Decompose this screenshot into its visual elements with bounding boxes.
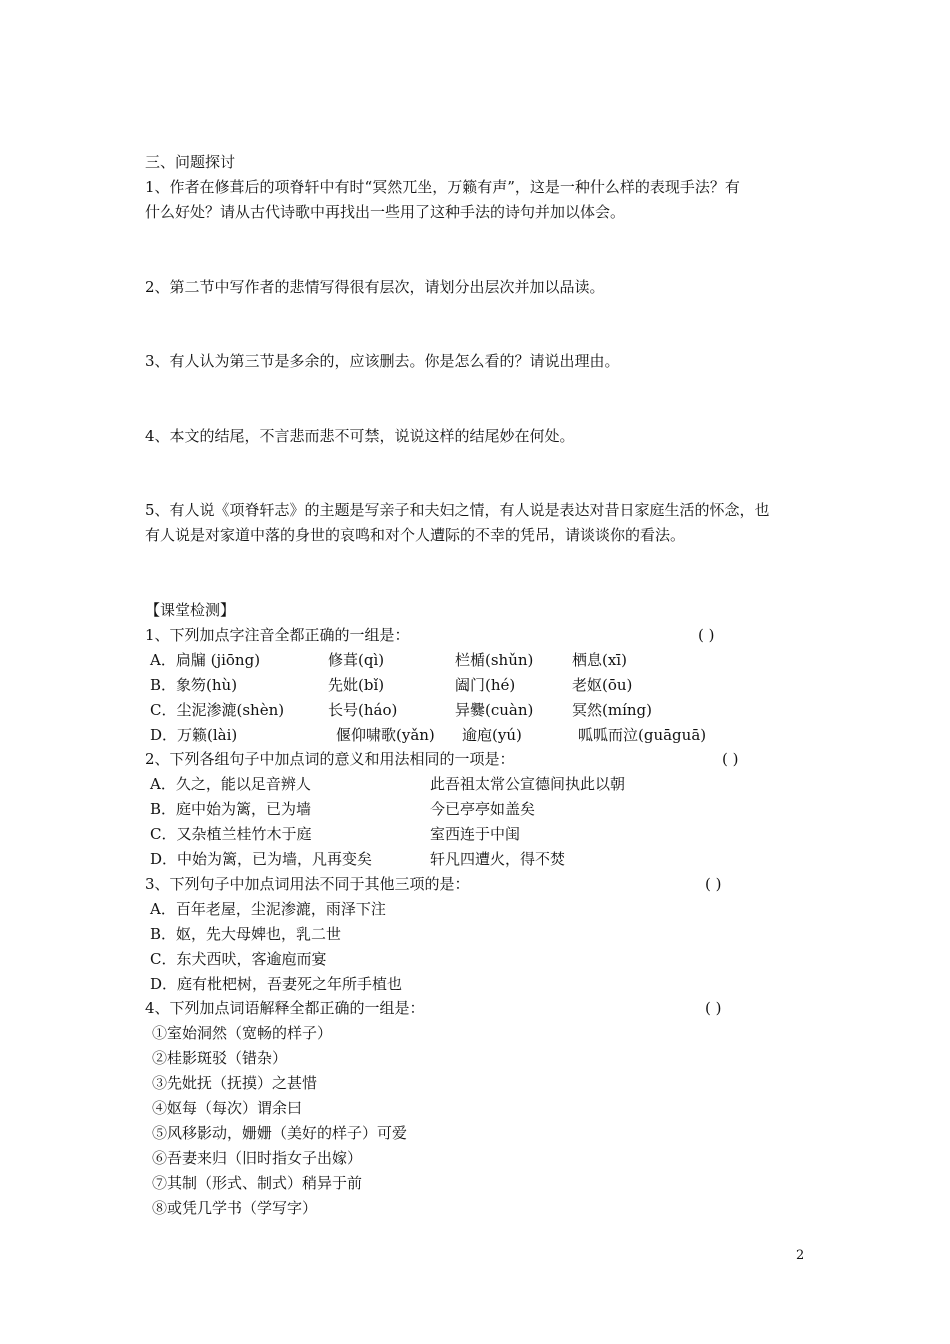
test-q4-item-6: ⑥吾妻来归（旧时指女子出嫁） bbox=[152, 1149, 363, 1167]
test-q2-option-b-1: B．庭中始为篱，已为墙 bbox=[150, 800, 312, 818]
test-q1-stem: 1、下列加点字注音全都正确的一组是： bbox=[145, 626, 410, 644]
test-q1-option-b-4: 老妪(ōu) bbox=[572, 676, 633, 694]
test-q2-option-c-1: C．又杂植兰桂竹木于庭 bbox=[150, 825, 312, 843]
test-q1-option-d-3: 逾庖(yú) bbox=[462, 726, 522, 744]
test-q1-option-b-2: 先妣(bǐ) bbox=[328, 676, 385, 694]
test-q1-option-a-2: 修葺(qì) bbox=[328, 651, 385, 669]
test-q1-option-a-1: A．扃牖 (jiōng) bbox=[150, 651, 261, 669]
test-q4-stem: 4、下列加点词语解释全都正确的一组是： bbox=[145, 999, 425, 1017]
test-q2-stem: 2、下列各组句子中加点词的意义和用法相同的一项是： bbox=[145, 750, 515, 768]
test-q1-option-c-4: 冥然(míng) bbox=[572, 701, 652, 719]
test-q1-option-d-1: D．万籁(lài) bbox=[150, 726, 238, 744]
test-q4-item-5: ⑤风移影动，姗姗（美好的样子）可爱 bbox=[152, 1124, 408, 1142]
test-q2-option-a-2: 此吾祖太常公宣德间执此以朝 bbox=[430, 775, 626, 793]
test-q3-option-d: D．庭有枇杷树，吾妻死之年所手植也 bbox=[150, 975, 403, 993]
test-q4-item-3: ③先妣抚（抚摸）之甚惜 bbox=[152, 1074, 318, 1092]
test-q1-option-a-3: 栏楯(shǔn) bbox=[455, 651, 534, 669]
test-q4-item-2: ②桂影斑驳（错杂） bbox=[152, 1049, 288, 1067]
test-q4-item-4: ④妪每（每次）谓余曰 bbox=[152, 1099, 303, 1117]
question-3: 3、有人认为第三节是多余的，应该删去。你是怎么看的？请说出理由。 bbox=[145, 352, 620, 370]
question-5-line-1: 5、有人说《项脊轩志》的主题是写亲子和夫妇之情，有人说是表达对昔日家庭生活的怀念，也 bbox=[145, 501, 770, 519]
page-number: 2 bbox=[796, 1248, 805, 1263]
test-q1-option-b-3: 阖门(hé) bbox=[455, 676, 516, 694]
test-q2-option-b-2: 今已亭亭如盖矣 bbox=[430, 800, 536, 818]
test-q1-option-d-4: 呱呱而泣(guāguā) bbox=[578, 726, 707, 744]
test-q1-option-b-1: B．象笏(hù) bbox=[150, 676, 238, 694]
test-q4-item-8: ⑧或凭几学书（学写字） bbox=[152, 1199, 318, 1217]
question-4: 4、本文的结尾，不言悲而悲不可禁，说说这样的结尾妙在何处。 bbox=[145, 427, 575, 445]
test-q1-option-c-1: C．尘泥渗漉(shèn) bbox=[150, 701, 285, 719]
test-q2-option-a-1: A．久之，能以足音辨人 bbox=[150, 775, 311, 793]
test-q1-option-c-3: 异爨(cuàn) bbox=[455, 701, 534, 719]
question-2: 2、第二节中写作者的悲情写得很有层次，请划分出层次并加以品读。 bbox=[145, 278, 605, 296]
question-1-line-1: 1、作者在修葺后的项脊轩中有时“冥然兀坐，万籁有声”，这是一种什么样的表现手法？有 bbox=[145, 178, 740, 196]
test-q3-stem: 3、下列句子中加点词用法不同于其他三项的是： bbox=[145, 875, 470, 893]
test-q2-option-d-1: D．中始为篱，已为墙，凡再变矣 bbox=[150, 850, 373, 868]
question-1-line-2: 什么好处？请从古代诗歌中再找出一些用了这种手法的诗句并加以体会。 bbox=[145, 203, 626, 221]
question-5-line-2: 有人说是对家道中落的身世的哀鸣和对个人遭际的不幸的凭吊，请谈谈你的看法。 bbox=[145, 526, 686, 544]
test-q1-option-d-2: 偃仰啸歌(yǎn) bbox=[336, 726, 435, 744]
test-q3-option-a: A．百年老屋，尘泥渗漉，雨泽下注 bbox=[150, 900, 386, 918]
test-q3-option-b: B．妪，先大母婢也，乳二世 bbox=[150, 925, 342, 943]
test-q3-option-c: C．东犬西吠，客逾庖而宴 bbox=[150, 950, 327, 968]
test-heading: 【课堂检测】 bbox=[145, 601, 236, 619]
test-q1-answer-blank: ( ) bbox=[698, 626, 715, 644]
test-q4-item-1: ①室始洞然（宽畅的样子） bbox=[152, 1024, 333, 1042]
test-q3-answer-blank: ( ) bbox=[705, 875, 722, 893]
test-q2-answer-blank: ( ) bbox=[722, 750, 739, 768]
test-q4-item-7: ⑦其制（形式、制式）稍异于前 bbox=[152, 1174, 363, 1192]
test-q4-answer-blank: ( ) bbox=[705, 999, 722, 1017]
test-q1-option-c-2: 长号(háo) bbox=[328, 701, 398, 719]
section-heading: 三、问题探讨 bbox=[145, 153, 236, 171]
test-q1-option-a-4: 栖息(xī) bbox=[572, 651, 627, 669]
test-q2-option-d-2: 轩凡四遭火，得不焚 bbox=[430, 850, 566, 868]
test-q2-option-c-2: 室西连于中闺 bbox=[430, 825, 521, 843]
